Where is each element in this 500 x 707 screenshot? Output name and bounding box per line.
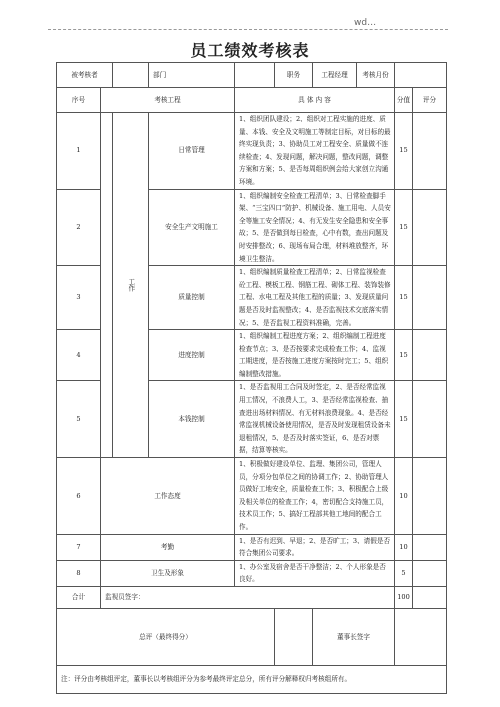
row-score-max: 15 xyxy=(395,189,413,266)
note-row xyxy=(57,665,447,693)
row-score-field[interactable] xyxy=(413,560,447,586)
header-mark: wd… xyxy=(354,18,377,28)
supervisor-signature: 监视员签字： xyxy=(101,586,395,608)
page-title: 员工绩效考核表 xyxy=(190,41,310,60)
col-content: 具 体 内 容 xyxy=(235,88,395,113)
row-content: 1、是否有迟到、早退；2、是否旷工；3、请假是否符合集团公司要求。 xyxy=(235,534,395,560)
col-project: 考核工程 xyxy=(101,88,235,113)
position-value: 工程经理 xyxy=(313,63,357,88)
row-no: 6 xyxy=(57,458,101,535)
table-row xyxy=(57,560,447,586)
row-item: 安全生产文明施工 xyxy=(149,189,235,266)
work-group-label: 工作 xyxy=(113,113,149,458)
row-no: 8 xyxy=(57,560,101,586)
row-score-max: 5 xyxy=(395,560,413,586)
position-label: 职务 xyxy=(275,63,313,88)
row-item: 进度控制 xyxy=(149,330,235,381)
work-group-cell xyxy=(101,113,113,458)
row-no: 3 xyxy=(57,266,101,330)
row-score-max: 15 xyxy=(395,113,413,190)
table-row xyxy=(57,113,447,190)
total-score-field[interactable] xyxy=(413,586,447,608)
row-content: 1、是否监视用工合同及时签定，2、是否经常监视用工情况，不浪费人工，3、是否经常监视检查、抽查进出场材料情况、有无材料浪费现象。4、是否经常监视机械设备使用情况，是否及时发现租赁设备未退租情况，5、是否及时落实签证，6、是否对票据，结算等核实。 xyxy=(235,381,395,458)
chairman-label: 董事长签字 xyxy=(313,608,395,665)
row-score-field[interactable] xyxy=(413,266,447,330)
row-content: 1、积极做好建设单位、监理、集团公司，管理人员，分项分包单位之间的协调工作；2、协助管理人员做好工地安全，质量检查工作；3、积极配合上级及相关单位的检查工作；4，密切配合支持施工员，技术员工作；5、搞好工程部其他工地间的配合工作。 xyxy=(235,458,395,535)
row-score-max: 10 xyxy=(395,458,413,535)
row-score-max: 15 xyxy=(395,266,413,330)
row-score-max: 15 xyxy=(395,381,413,458)
row-content: 1、组织编制质量检查工程清单；2、日常监视检查砼工程、模板工程、钢筋工程、砌体工程、装饰装修工程、水电工程及其他工程的质量；3、发现质量问题是否及时监视整改；4、是否监视技术交底落实情况；5、是否监视工程资料准确，完善。 xyxy=(235,266,395,330)
row-score-max: 10 xyxy=(395,534,413,560)
row-score-field[interactable] xyxy=(413,113,447,190)
total-score: 100 xyxy=(395,586,413,608)
row-item: 考勤 xyxy=(101,534,235,560)
month-label: 考核月份 xyxy=(357,63,395,88)
appraisal-table xyxy=(56,62,447,694)
row-score-field[interactable] xyxy=(413,330,447,381)
dept-field[interactable] xyxy=(235,63,275,88)
row-item: 工作态度 xyxy=(101,458,235,535)
row-content: 1、组织编制安全检查工程清单；3、日常检查脚手架、“三宝四口”防护、机械设备、施工用电、人员安全等施工安全情况；4、有无发生安全隐患和安全事故；5、是否做到每日检查，心中有数，查出问题及时安排整改；6、现场布局合理，材料堆放整齐，环境卫生整洁。 xyxy=(235,189,395,266)
total-row xyxy=(57,586,447,608)
examinee-field[interactable] xyxy=(113,63,149,88)
total-label: 合计 xyxy=(57,586,101,608)
row-no: 5 xyxy=(57,381,101,458)
row-item: 本钱控制 xyxy=(149,381,235,458)
table-row xyxy=(57,458,447,535)
column-header-row xyxy=(57,88,447,113)
examinee-label: 被考核者 xyxy=(57,63,113,88)
row-no: 1 xyxy=(57,113,101,190)
header-divider xyxy=(48,29,448,30)
row-item: 质量控制 xyxy=(149,266,235,330)
row-no: 7 xyxy=(57,534,101,560)
row-no: 4 xyxy=(57,330,101,381)
month-field[interactable] xyxy=(395,63,447,88)
overall-field[interactable] xyxy=(275,608,313,665)
row-score-field[interactable] xyxy=(413,534,447,560)
col-no: 序号 xyxy=(57,88,101,113)
row-score-field[interactable] xyxy=(413,458,447,535)
row-content: 1、组织编制工程进度方案；2、组织编制工程进度检查节点；3、是否按要求完成检查工作；4、监视工期进度，是否按施工进度方案按时完工；5、组织编制整改措施。 xyxy=(235,330,395,381)
info-row xyxy=(57,63,447,88)
overall-label: 总评（最终得分） xyxy=(57,608,275,665)
dept-label: 部门 xyxy=(149,63,235,88)
note-text: 注：评分由考核组评定，董事长以考核组评分为参考最终评定总分，所有评分解释权归考核组所有。 xyxy=(57,665,447,693)
col-score-max: 分值 xyxy=(395,88,413,113)
row-score-field[interactable] xyxy=(413,189,447,266)
row-no: 2 xyxy=(57,189,101,266)
row-score-max: 15 xyxy=(395,330,413,381)
row-item: 日常管理 xyxy=(149,113,235,190)
signature-row xyxy=(57,608,447,665)
row-score-field[interactable] xyxy=(413,381,447,458)
row-item: 卫生及形象 xyxy=(101,560,235,586)
chairman-field[interactable] xyxy=(395,608,447,665)
col-score: 评分 xyxy=(413,88,447,113)
row-content: 1、办公室及宿舍是否干净整洁；2、个人形象是否良好。 xyxy=(235,560,395,586)
table-row xyxy=(57,534,447,560)
row-content: 1、组织团队建设；2、组织对工程实施的进度、质量、本钱、安全及文明施工等制定目标，对目标的最终实现负责；3、协助员工对工程安全、质量做不连续检查；4、发现问题，解决问题，整改问题，调整方案和方案；5、是否每周组织例会给大家创立沟通环境。 xyxy=(235,113,395,190)
